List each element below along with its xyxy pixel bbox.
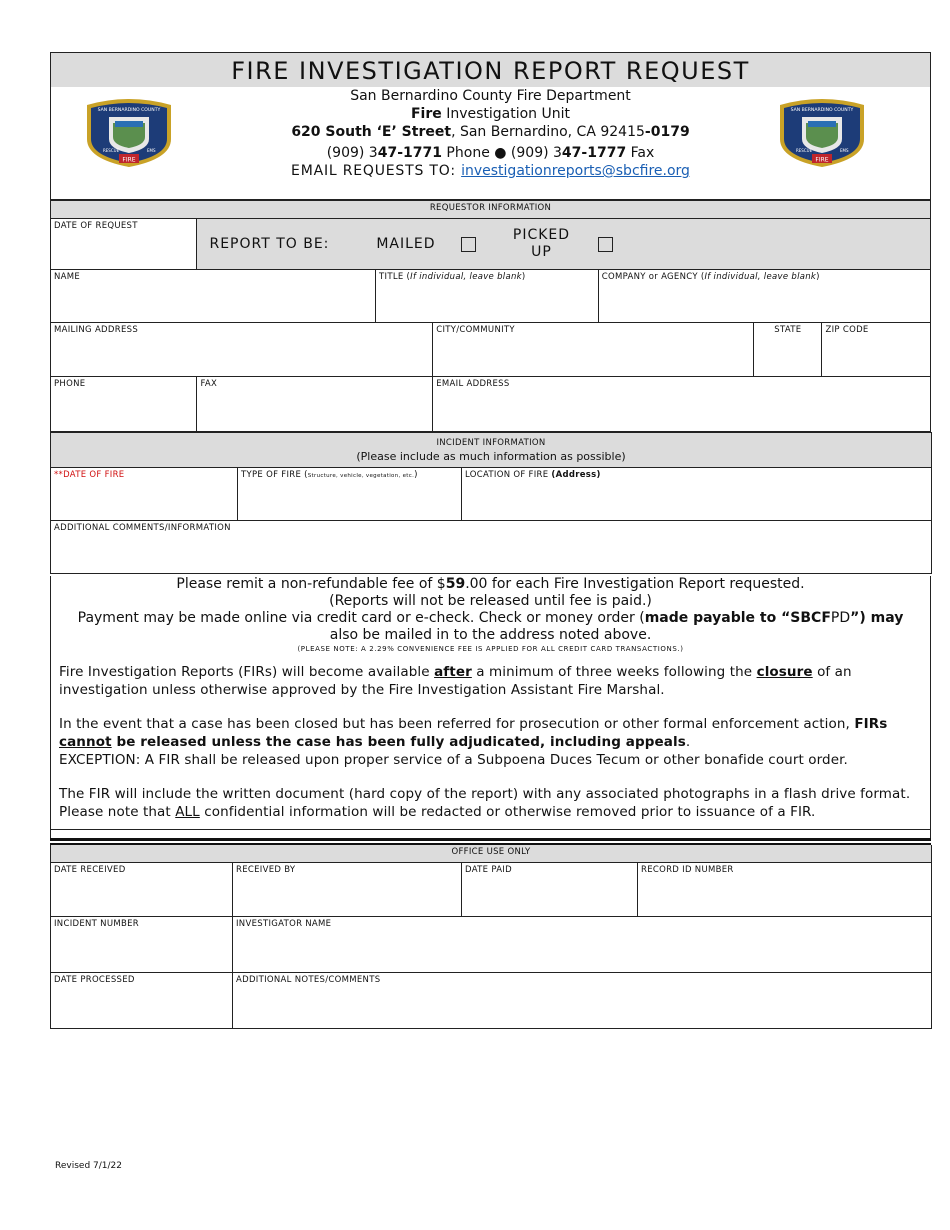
date-of-fire-label: **DATE OF FIRE <box>54 470 125 480</box>
incident-section-title: INCIDENT INFORMATION <box>436 438 546 448</box>
phone-prefix: (909) 3 <box>326 145 378 161</box>
zip-label: ZIP CODE <box>825 325 869 335</box>
exception-text: EXCEPTION: A FIR shall be released upon proper service of a Subpoena Duces Tecum or other bonafide court order. <box>59 752 848 768</box>
fee-text-c: .00 for each Fire Investigation Report requested. <box>465 576 805 592</box>
type-of-fire-note: Structure, vehicle, vegetation, etc. <box>307 473 415 479</box>
incident-section-header <box>51 433 932 468</box>
referral-paragraph <box>59 715 922 769</box>
badge-ems-text: EMS <box>840 148 849 153</box>
p4-a: The FIR will include the written document (hard copy of the report) with any associated photographs in a flash drive format. Please note that <box>59 786 911 820</box>
received-by-label: RECEIVED BY <box>236 865 296 875</box>
mailed-label: MAILED <box>376 236 436 252</box>
availability-paragraph <box>59 663 922 699</box>
address-street: 620 South ‘E’ Street <box>291 124 452 140</box>
fee-line <box>59 576 922 593</box>
double-rule-divider <box>50 838 931 845</box>
date-received-label: DATE RECEIVED <box>54 865 126 875</box>
email-field[interactable] <box>433 377 931 432</box>
title-note: If individual, leave blank <box>410 272 522 282</box>
county-fire-badge-icon <box>79 97 179 169</box>
p2-e: . <box>685 734 691 750</box>
mailed-checkbox[interactable] <box>461 237 476 252</box>
fax-label-field: FAX <box>200 379 218 389</box>
badge-ems-text: EMS <box>147 148 156 153</box>
address-city: , San Bernardino, CA 92415 <box>451 124 645 140</box>
badge-rescue-text: RESCUE <box>796 148 813 153</box>
report-delivery-options <box>197 219 931 270</box>
type-of-fire-label: TYPE OF FIRE ( <box>241 470 308 480</box>
name-field[interactable] <box>51 270 376 323</box>
title-label-text: TITLE ( <box>379 272 411 282</box>
p1-c: a minimum of three weeks following the <box>471 664 757 680</box>
payment-line <box>59 610 922 627</box>
office-use-section <box>50 845 932 1029</box>
state-field[interactable] <box>754 323 822 377</box>
fee-text-a: Please remit a non-refundable fee of $ <box>176 576 446 592</box>
type-of-fire-field[interactable]: TYPE OF FIRE (Structure, vehicle, vegetation, etc.) <box>238 468 462 521</box>
notes-label: ADDITIONAL NOTES/COMMENTS <box>236 975 381 985</box>
payment-text-a: Payment may be made online via credit card or e-check. Check or money order ( <box>77 610 645 626</box>
department-header <box>50 87 931 200</box>
investigator-name-field[interactable] <box>233 917 932 973</box>
department-name: San Bernardino County Fire Department <box>350 88 631 104</box>
fee-and-policy-notice <box>50 576 931 830</box>
company-label-text: COMPANY or AGENCY ( <box>601 272 705 282</box>
phone-field[interactable] <box>51 377 197 432</box>
additional-comments-field[interactable] <box>51 521 932 574</box>
p1-a: Fire Investigation Reports (FIRs) will become available <box>59 664 435 680</box>
badge-ring-text: SAN BERNARDINO COUNTY <box>97 108 161 113</box>
fax-prefix: Phone ● (909) 3 <box>441 145 562 161</box>
additional-notes-field[interactable] <box>233 973 932 1029</box>
title-label: TITLE (If individual, leave blank) <box>379 272 526 282</box>
company-note: If individual, leave blank <box>704 272 817 282</box>
p2-d: be released unless the case has been fully adjudicated, including appeals <box>111 734 686 750</box>
p1-closure: closure <box>756 664 813 680</box>
date-processed-field[interactable] <box>51 973 233 1029</box>
p4-c: confidential information will be redacted or otherwise removed prior to issuance of a FIR. <box>199 804 816 820</box>
p1-after: after <box>434 664 472 680</box>
payment-mail-note: also be mailed in to the address noted above. <box>329 627 652 643</box>
date-of-request-field[interactable] <box>51 219 197 270</box>
fax-label: Fax <box>626 145 655 161</box>
payment-payee-a: made payable to “SBCF <box>644 610 831 626</box>
record-id-label: RECORD ID NUMBER <box>641 865 734 875</box>
p2-cannot: cannot <box>59 734 112 750</box>
location-label: LOCATION OF FIRE <box>465 470 552 480</box>
badge-banner-text: FIRE <box>122 156 136 164</box>
report-to-be-label: REPORT TO BE: <box>209 236 330 252</box>
incident-section <box>50 432 932 574</box>
format-paragraph <box>59 785 922 821</box>
phone-label: PHONE <box>54 379 86 389</box>
badge-banner-text: FIRE <box>815 156 829 164</box>
office-section-header: OFFICE USE ONLY <box>51 845 932 863</box>
incident-number-field[interactable] <box>51 917 233 973</box>
revision-date: Revised 7/1/22 <box>55 1161 122 1171</box>
email-address-label: EMAIL ADDRESS <box>436 379 510 389</box>
received-by-field[interactable] <box>233 863 462 917</box>
unit-bold: Fire <box>410 106 442 122</box>
city-field[interactable] <box>433 323 754 377</box>
date-received-field[interactable] <box>51 863 233 917</box>
zip-field[interactable] <box>822 323 931 377</box>
company-field[interactable] <box>598 270 930 323</box>
incident-number-label: INCIDENT NUMBER <box>54 919 139 929</box>
city-label: CITY/COMMUNITY <box>436 325 515 335</box>
convenience-fee-note: (PLEASE NOTE: A 2.29% CONVENIENCE FEE IS APPLIED FOR ALL CREDIT CARD TRANSACTIONS.) <box>297 645 684 653</box>
up-text: UP <box>531 244 552 260</box>
date-of-fire-field[interactable] <box>51 468 238 521</box>
date-paid-label: DATE PAID <box>465 865 512 875</box>
title-field[interactable] <box>376 270 599 323</box>
unit-rest: Investigation Unit <box>441 106 571 122</box>
comments-label: ADDITIONAL COMMENTS/INFORMATION <box>54 523 231 533</box>
picked-text: PICKED <box>512 227 571 243</box>
form-title: FIRE INVESTIGATION REPORT REQUEST <box>50 52 931 87</box>
fire-investigation-form <box>50 52 931 1029</box>
investigator-label: INVESTIGATOR NAME <box>236 919 332 929</box>
badge-ring-text: SAN BERNARDINO COUNTY <box>790 108 854 113</box>
date-of-request-label: DATE OF REQUEST <box>54 221 138 231</box>
location-note: (Address) <box>551 470 601 480</box>
requestor-section-header: REQUESTOR INFORMATION <box>51 201 931 219</box>
incident-section-subtitle: (Please include as much information as possible) <box>356 450 626 463</box>
payment-payee-b: PD <box>830 610 851 626</box>
divider-spacer <box>50 830 931 838</box>
name-label: NAME <box>54 272 81 282</box>
address-zip-ext: -0179 <box>644 124 690 140</box>
county-fire-badge-icon <box>772 97 872 169</box>
p4-all: ALL <box>175 804 200 820</box>
mailing-address-field[interactable] <box>51 323 433 377</box>
payment-payee-c: ”) may <box>850 610 904 626</box>
p2-a: In the event that a case has been closed but has been referred for prosecution or other formal enforcement action, <box>59 716 855 732</box>
state-label: STATE <box>774 325 802 335</box>
fee-release-note: (Reports will not be released until fee is paid.) <box>329 593 652 609</box>
phone-number: 47-1771 <box>377 145 442 161</box>
mailing-address-label: MAILING ADDRESS <box>54 325 139 335</box>
p1-e: of an investigation unless otherwise approved by the Fire Investigation Assistant Fire Marshal. <box>59 664 852 698</box>
picked-up-label <box>513 227 570 261</box>
email-label: EMAIL REQUESTS TO: <box>291 163 462 179</box>
fax-field[interactable] <box>197 377 433 432</box>
p2-firs: FIRs <box>854 716 888 732</box>
record-id-field[interactable] <box>638 863 932 917</box>
requestor-section <box>50 200 931 432</box>
fee-amount: 59 <box>445 576 466 592</box>
email-link[interactable]: investigationreports@sbcfire.org <box>461 163 690 179</box>
location-of-fire-field[interactable] <box>462 468 932 521</box>
fax-number: 47-1777 <box>561 145 627 161</box>
date-paid-field[interactable] <box>462 863 638 917</box>
badge-rescue-text: RESCUE <box>103 148 120 153</box>
picked-up-checkbox[interactable] <box>598 237 613 252</box>
company-label: COMPANY or AGENCY (If individual, leave blank) <box>601 272 820 282</box>
date-processed-label: DATE PROCESSED <box>54 975 135 985</box>
